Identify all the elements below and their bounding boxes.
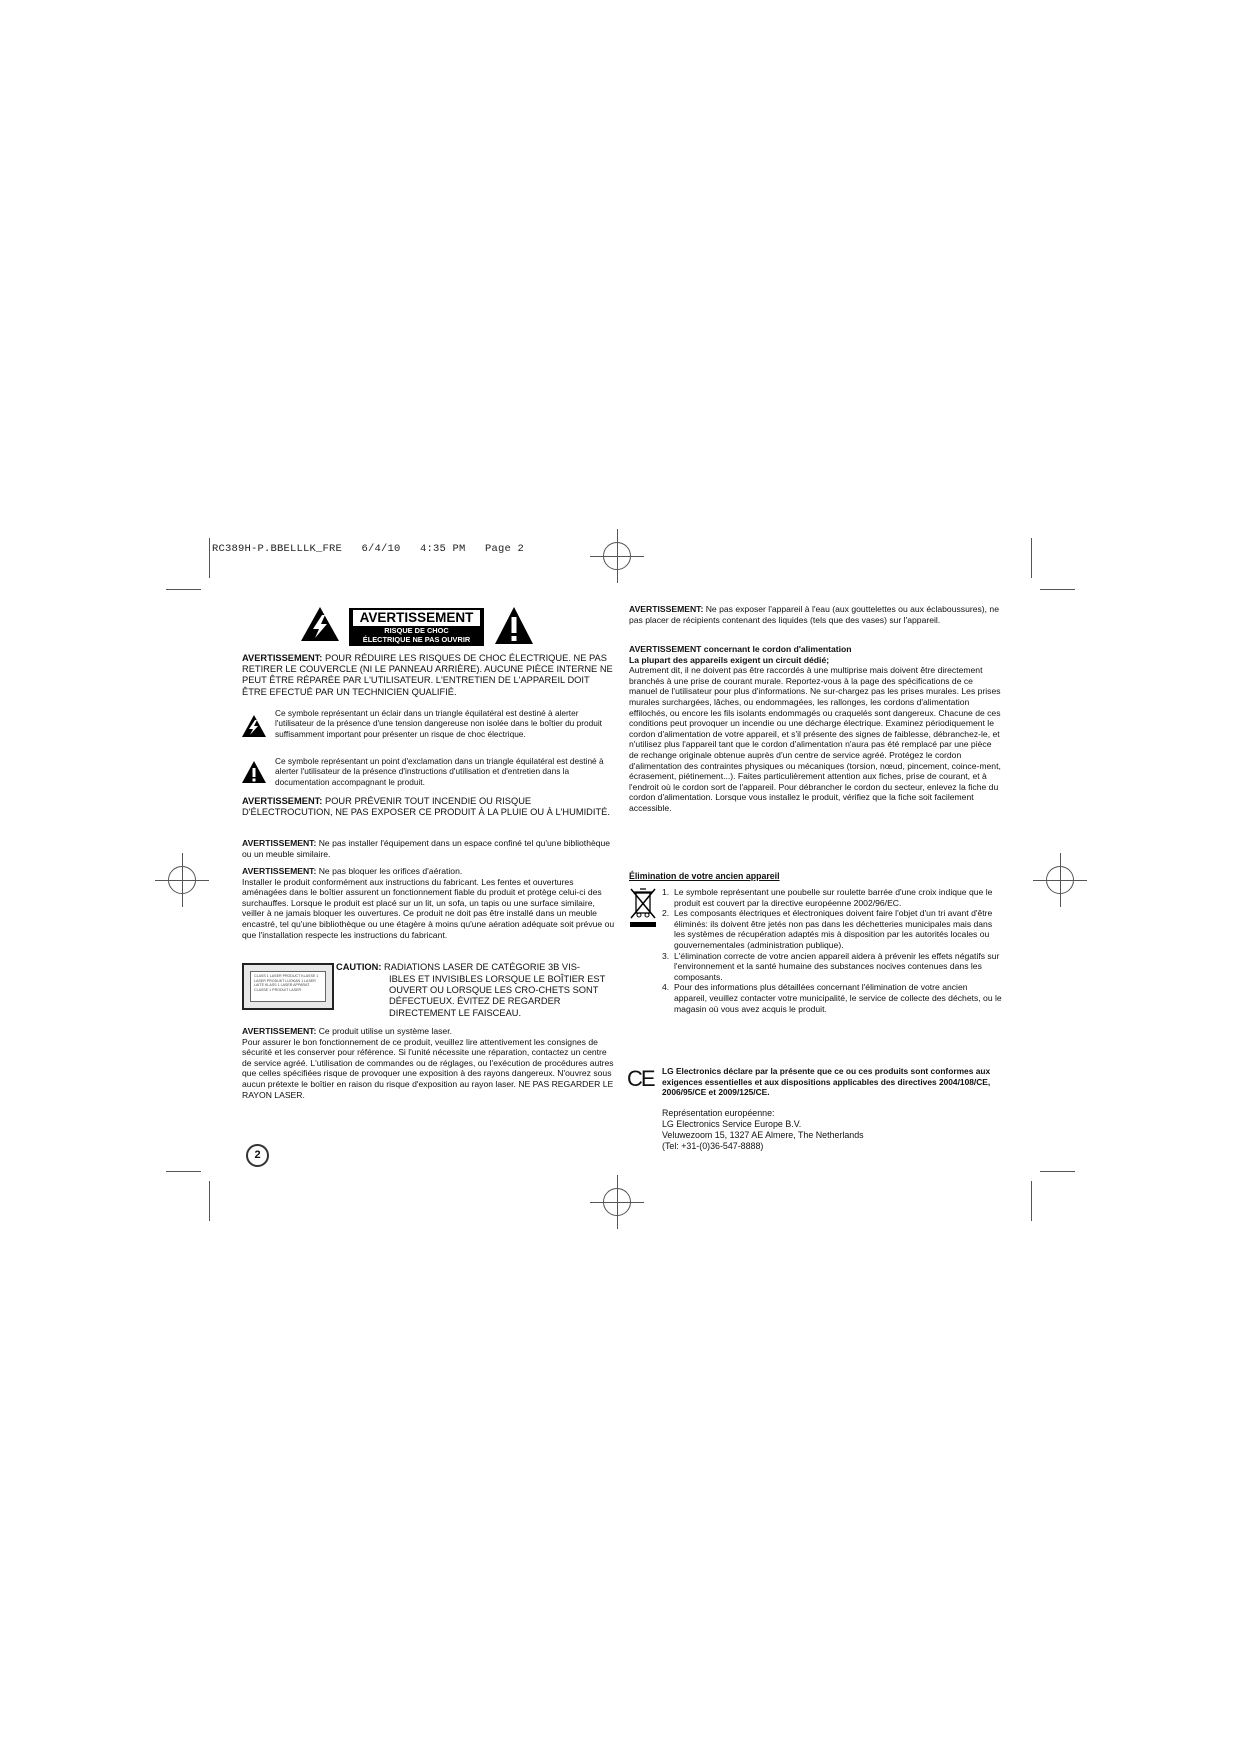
warning-paragraph-4: AVERTISSEMENT: Ne pas bloquer les orifices d'aération. Installer le produit conformément aux instructions du fabricant. Les fentes et ouvertures aménagées dans le boîtier assurent un fonctionnement fiable du produit et protège celui-ci des surchauffes. Lorsque le produit est placé sur un lit, un sofa, un tapis ou une surface similaire, veiller à ne jamais bloquer les ouvertures. Ce produit ne doit pas être installé dans un meuble encastré, tel qu'une bibliothèque ou une étagère à moins qu'une aération adéquate soit prévue ou que l'installation respecte les instructions du fabricant. bbox=[242, 866, 615, 940]
warning-box bbox=[349, 608, 484, 646]
warning-line-2: ÉLECTRIQUE NE PAS OUVRIR bbox=[362, 634, 471, 644]
ventilation-body: Installer le produit conformément aux instructions du fabricant. Les fentes et ouvertures aménagées dans le boîtier assurent un fonctionnement fiable du produit et protège celui-ci des surchauffes. Lorsque le produit est placé sur un lit, un sofa, un tapis ou une surface similaire, veiller à ne jamais bloquer les ouvertures. Ce produit ne doit pas être installé dans un meuble encastré, tel qu'une bibliothèque ou une étagère à moins qu'une aération adéquate soit prévue ou que l'installation respecte les instructions du fabricant. bbox=[242, 876, 615, 940]
crop-mark bbox=[1040, 1171, 1075, 1172]
caution-text: IBLES ET INVISIBLES LORSQUE LE BOÎTIER EST OUVERT OU LORSQUE LES CRO-CHETS SONT DÉFECTUEUX. ÉVITEZ DE REGARDER DIRECTEMENT LE FAISCEAU. bbox=[389, 974, 606, 1018]
disposal-list bbox=[662, 887, 1002, 1014]
warning-paragraph-1: AVERTISSEMENT: POUR RÉDUIRE LES RISQUES DE CHOC ÉLECTRIQUE. NE PAS RETIRER LE COUVERCLE (NI LE PANNEAU ARRIÈRE). AUCUNE PIÈCE INTERNE NE PEUT ÊTRE RÉPARÉE PAR L'UTILISATEUR. L'ENTRETIEN DE L'APPAREIL DOIT ÊTRE EFECTUÉ PAR UN TECHNICIEN QUALIFIÉ. bbox=[242, 653, 613, 697]
power-cord-subheading: La plupart des appareils exigent un circuit dédié; bbox=[629, 654, 830, 665]
laser-label-text: CLASS 1 LASER PRODUCT KLASSE 1 LASER PRODUKT LUOKAN 1 LASER LAITE KLASS 1 LASER APPARAT CLASSE 1 PRODUIT LASER bbox=[250, 971, 326, 1002]
warning-paragraph-3: AVERTISSEMENT: Ne pas installer l'équipement dans un espace confiné tel qu'une bibliothèque ou un meuble similaire. bbox=[242, 838, 611, 859]
crop-mark bbox=[209, 1181, 210, 1221]
crop-mark bbox=[166, 589, 201, 590]
registration-mark bbox=[1046, 866, 1074, 894]
lightning-symbol-text: Ce symbole représentant un éclair dans un triangle équilatéral est destiné à alerter l'utilisateur de la présence d'une tension dangereuse non isolée dans le boîtier du produit suffisamment important pour présenter un risque de choc électrique. bbox=[275, 708, 602, 739]
warning-line-1: RISQUE DE CHOC bbox=[384, 626, 449, 635]
disposal-item: 1. Le symbole représentant une poubelle sur roulette barrée d'une croix indique que le produit est couvert par la directive européenne 2002/96/EC. bbox=[662, 887, 993, 908]
crop-mark bbox=[1040, 589, 1075, 590]
disposal-item: 3. L'élimination correcte de votre ancien appareil aidera à prévenir les effets négatifs sur l'environnement et la santé humaine des substances nocives contenues dans les composants. bbox=[662, 950, 1000, 982]
disposal-item: 2. Les composants électriques et électroniques doivent faire l'objet d'un tri avant d'être éliminés: ils doivent être jetés non pas dans les déchetteries municipales mais dans les systèmes de récupération adaptés mis à disposition par les autorités locales ou gouvernementales (administration publique). bbox=[662, 908, 993, 950]
power-cord-section bbox=[629, 644, 1002, 814]
power-cord-body: Autrement dit, il ne doivent pas être raccordés à une multiprise mais doivent être directement branchés à une prise de courant murale. Reportez-vous à la page des spécifications de ce manuel de l'utilisateur pour plus d'informations. Ne sur-chargez pas les prises murales. Les prises murales surchargées, lâches, ou endommagées, les rallonges, les cordons d'alimentation effilochés, ou encore les fils isolants endommagés ou craquelés sont dangereux. Chacune de ces conditions peut provoquer un incendie ou une décharge électrique. Examinez périodiquement le cordon d'alimentation de votre appareil, et s'il présente des signes de faiblesse, débranchez-le, et n'utilisez plus l'appareil tant que le cordon d'alimentation n'aura pas été remplacé par une pièce de rechange originale obtenue auprès d'un centre de service agréé. Protégez le cordon d'alimentation des contraintes physiques ou mécaniques (torsion, nœud, pincement, coince-ment, écrasement, piétinement...). Faites particulièrement attention aux fiches, prise de courant, et à l'endroit où le cordon sort de l'appareil. Pour débrancher le cordon du secteur, enlevez la fiche du cordon d'alimentation. Lorsque vous installez le produit, vérifiez que la fiche soit facilement accessible. bbox=[629, 665, 1001, 813]
power-cord-heading: AVERTISSEMENT concernant le cordon d'alimentation bbox=[629, 644, 852, 654]
rep-line: Représentation européenne: bbox=[662, 1108, 775, 1118]
disposal-title: Élimination de votre ancien appareil bbox=[629, 871, 780, 881]
rep-line: LG Electronics Service Europe B.V. bbox=[662, 1119, 802, 1129]
crop-mark bbox=[166, 1171, 201, 1172]
page-number: 2 bbox=[246, 1144, 269, 1167]
caution-first-line: CAUTION: RADIATIONS LASER DE CATÉGORIE 3B VIS- bbox=[336, 962, 581, 972]
exclamation-symbol-text: Ce symbole représentant un point d'exclamation dans un triangle équilatéral est destiné à alerter l'utilisateur de la présence d'instructions d'utilisation et d'entretien dans la documentation accompagnant le produit. bbox=[275, 756, 604, 787]
registration-mark bbox=[603, 1188, 631, 1216]
laser-body: Pour assurer le bon fonctionnement de ce produit, veuillez lire attentivement les consignes de sécurité et les conserver pour référence. Si l'unité nécessite une réparation, contactez un centre de service agréé. L'utilisation de commandes ou de réglages, ou l'exécution de procédures autres que celles spécifiées risque de provoquer une exposition à des rayons dangereux. N'ouvrez sous aucun prétexte le boîtier en raison du risque d'exposition au rayon laser. NE PAS REGARDER LE RAYON LASER. bbox=[242, 1036, 614, 1100]
lightning-symbol-icon bbox=[241, 714, 267, 743]
crop-mark bbox=[1031, 538, 1032, 578]
rep-line: (Tel: +31-(0)36-547-8888) bbox=[662, 1141, 764, 1151]
laser-product-label bbox=[242, 963, 334, 1010]
exclamation-triangle-icon bbox=[494, 606, 534, 651]
ce-declaration: LG Electronics déclare par la présente que ce ou ces produits sont conformes aux exigences essentielles et aux dispositions applicables des directives 2004/108/CE, 2006/95/CE et 2009/125/CE. bbox=[662, 1066, 991, 1098]
registration-mark bbox=[168, 866, 196, 894]
warning-paragraph-2: AVERTISSEMENT: POUR PRÉVENIR TOUT INCENDIE OU RISQUE D'ÉLECTROCUTION, NE PAS EXPOSER CE PRODUIT À LA PLUIE OU À L'HUMIDITÉ. bbox=[242, 796, 610, 818]
lightning-triangle-icon bbox=[300, 606, 340, 647]
ce-mark-icon: CE bbox=[627, 1066, 654, 1091]
print-header: RC389H-P.BBELLLK_FRE 6/4/10 4:35 PM Page 2 bbox=[212, 543, 525, 555]
crop-mark bbox=[1031, 1181, 1032, 1221]
water-warning: AVERTISSEMENT: Ne pas exposer l'appareil à l'eau (aux gouttelettes ou aux éclaboussures), ne pas placer de récipients contenant des liquides (tels que des vases) sur l'appareil. bbox=[629, 604, 999, 625]
warning-title: AVERTISSEMENT bbox=[352, 609, 481, 627]
crop-mark bbox=[209, 538, 210, 578]
eu-representative bbox=[662, 1108, 998, 1152]
disposal-item: 4. Pour des informations plus détaillées concernant l'élimination de votre ancien appareil, veuillez contacter votre municipalité, le service de collecte des déchets, ou le magasin où vous avez acquis le produit. bbox=[662, 982, 1002, 1014]
registration-mark bbox=[603, 542, 631, 570]
rep-line: Veluwezoom 15, 1327 AE Almere, The Netherlands bbox=[662, 1130, 864, 1140]
crossed-bin-icon bbox=[629, 887, 657, 934]
warning-paragraph-5: AVERTISSEMENT: Ce produit utilise un système laser. Pour assurer le bon fonctionnement de ce produit, veuillez lire attentivement les consignes de sécurité et les conserver pour référence. Si l'unité nécessite une réparation, contactez un centre de service agréé. L'utilisation de commandes ou de réglages, ou l'exécution de procédures autres que celles spécifiées risque de provoquer une exposition à des rayons dangereux. N'ouvrez sous aucun prétexte le boîtier en raison du risque d'exposition au rayon laser. NE PAS REGARDER LE RAYON LASER. bbox=[242, 1026, 614, 1100]
exclamation-symbol-icon bbox=[241, 760, 267, 789]
